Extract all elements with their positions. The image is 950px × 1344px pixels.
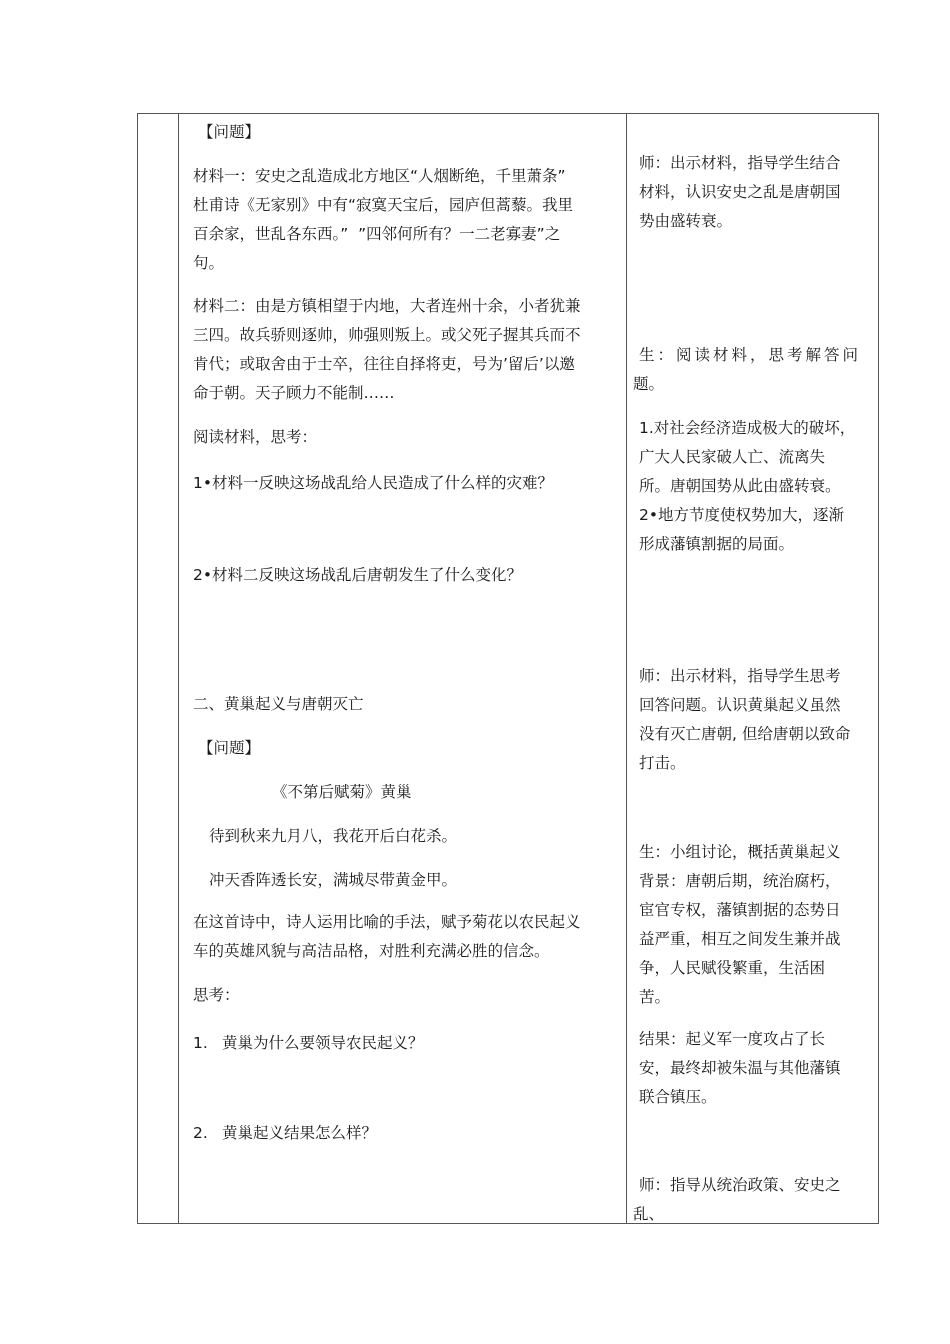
read-prompt: 阅读材料，思考： [193,428,318,446]
analysis-line: 在这首诗中，诗人运用比喻的手法，赋予菊花以农民起义 [193,913,581,931]
table-top-border [137,113,879,114]
poem-line: 冲天香阵透长安，满城尽带黄金甲。 [209,871,458,889]
analysis-line: 车的英雄风貌与高洁品格，对胜利充满必胜的信念。 [193,942,550,960]
poem-title: 《不第后赋菊》黄巢 [272,783,412,801]
teacher-note-1: 师：出示材料，指导学生结合 [639,154,841,172]
question-heading-2: 【问题】 [198,739,261,757]
question-1: 1•材料一反映这场战乱给人民造成了什么样的灾难？ [193,474,554,492]
table-left-border [137,113,138,1224]
section-heading: 二、黄巢起义与唐朝灭亡 [193,695,364,713]
teacher-note-1: 势由盛转衰。 [639,212,733,230]
student-note-2: 争，人民赋役繁重，生活困 [639,959,826,977]
think-question-2: 黄巢起义结果怎么样？ [222,1124,378,1142]
student-note-2: 益严重，相互之间发生兼并战 [639,930,841,948]
material-two-line: 命于朝。天子顾力不能制…… [193,384,395,402]
teacher-note-2: 回答问题。认识黄巢起义虽然 [639,696,841,714]
student-note-2: 宦官专权，藩镇割据的态势日 [639,901,841,919]
teacher-note-2: 打击。 [639,754,686,772]
material-two-line: 肯代；或取舍由于士卒，往往自择将吏，号为’留后’以邀 [193,355,575,373]
question-2: 2•材料二反映这场战乱后唐朝发生了什么变化？ [193,566,523,584]
answer-line: 形成藩镇割据的局面。 [639,535,795,553]
poem-line: 待到秋来九月八，我花开后白花杀。 [209,827,458,845]
teacher-note-2: 师：出示材料，指导学生思考 [639,667,841,685]
think-question-1: 黄巢为什么要领导农民起义？ [222,1034,424,1052]
material-one-line: 百余家，世乱各东西。” ”四邻何所有？一二老寡妻”之 [193,225,561,243]
answer-line: 1.对社会经济造成极大的破坏， [639,419,856,437]
teacher-note-3: 乱、 [633,1205,665,1223]
answer-line: 广大人民家破人亡、流离失 [639,448,826,466]
student-note-1: 生：阅读材料，思考解答问 [639,346,862,364]
teacher-note-3: 师：指导从统治政策、安史之 [639,1176,841,1194]
material-two-line: 材料二：由是方镇相望于内地，大者连州十余，小者犹兼 [193,297,581,315]
teacher-note-2: 没有灭亡唐朝, 但给唐朝以致命 [639,725,851,743]
result-note: 安，最终却被朱温与其他藩镇 [639,1059,841,1077]
think-question-number: 1. [193,1034,208,1052]
material-one-line: 杜甫诗《无家别》中有“寂寞天宝后，园庐但蒿藜。我里 [193,196,574,214]
material-two-line: 三四。故兵骄则逐帅，帅强则叛上。或父死子握其兵而不 [193,326,581,344]
table-col-divider-1 [178,113,179,1224]
result-note: 结果：起义军一度攻占了长 [639,1030,826,1048]
think-question-number: 2. [193,1124,208,1142]
think-label: 思考： [193,986,240,1004]
question-heading-1: 【问题】 [198,123,261,141]
answer-line: 2•地方节度使权势加大，逐渐 [639,506,845,524]
teacher-note-1: 材料，认识安史之乱是唐朝国 [639,183,841,201]
material-one-line: 材料一：安史之乱造成北方地区“人烟断绝，千里萧条” [193,167,566,185]
material-one-line: 句。 [193,254,225,272]
student-note-2: 生：小组讨论，概括黄巢起义 [639,843,841,861]
result-note: 联合镇压。 [639,1088,717,1106]
student-note-2: 苦。 [639,988,671,1006]
table-col-divider-2 [626,113,627,1224]
student-note-1: 题。 [633,375,665,393]
student-note-2: 背景：唐朝后期，统治腐朽， [639,872,841,890]
answer-line: 所。唐朝国势从此由盛转衰。 [639,477,841,495]
